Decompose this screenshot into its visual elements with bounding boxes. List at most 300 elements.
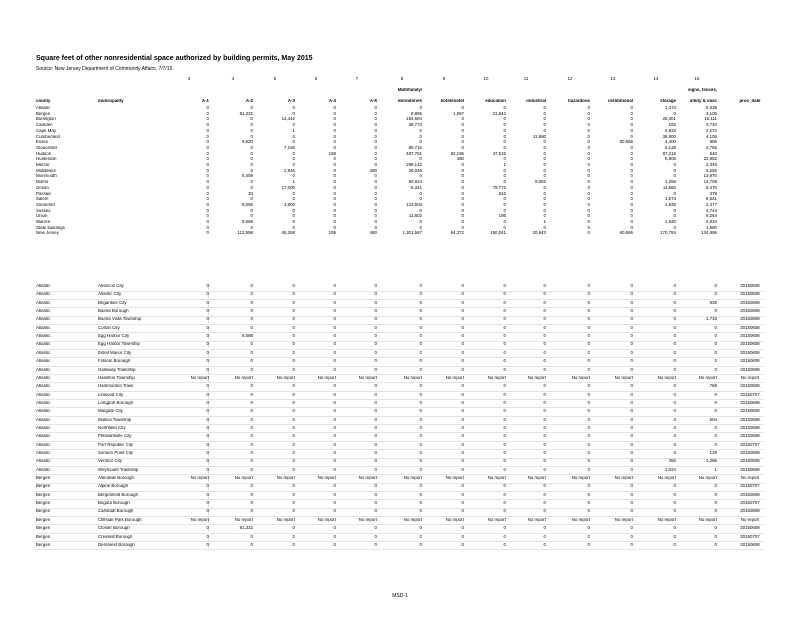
value-cell: 487,761 xyxy=(406,151,422,156)
value-cell: 0 xyxy=(374,145,377,150)
value-cell: 0 xyxy=(250,442,253,447)
county-name: Cape May xyxy=(36,128,57,133)
value-cell: 0 xyxy=(714,425,717,430)
value-cell: 1 xyxy=(714,467,717,472)
municipality-name: Hamilton Township xyxy=(98,376,209,382)
value-cell: 0 xyxy=(587,542,590,547)
value-cell: No report xyxy=(698,476,717,481)
value-cell: No report xyxy=(234,375,253,380)
county-name: Atlantic xyxy=(36,300,51,305)
value-cell: 0 xyxy=(374,140,377,145)
column-header: education xyxy=(485,99,506,103)
value-cell: 0 xyxy=(250,214,253,219)
value-cell: 0 xyxy=(250,534,253,539)
value-cell: 0 xyxy=(587,134,590,139)
value-cell: No report xyxy=(445,517,464,522)
value-cell: 0 xyxy=(503,202,506,207)
value-cell: 0 xyxy=(374,128,377,133)
value-cell: 0 xyxy=(673,442,676,447)
value-cell: 0 xyxy=(374,501,377,506)
value-cell: 0 xyxy=(673,300,676,305)
value-cell: 0 xyxy=(587,180,590,185)
value-cell: 8,341 xyxy=(411,185,422,190)
value-cell: 0 xyxy=(587,225,590,230)
value-cell: 0 xyxy=(374,284,377,288)
value-cell: 0 xyxy=(461,367,464,372)
value-cell: 0 xyxy=(374,484,377,489)
value-cell: 0 xyxy=(543,168,546,173)
value-cell: 0 xyxy=(630,191,633,196)
value-cell: 0 xyxy=(461,106,464,110)
value-cell: No report xyxy=(571,476,590,481)
value-cell: 0 xyxy=(292,220,295,224)
value-cell: 4,744 xyxy=(706,208,717,213)
proc-date-cell: 20150608 xyxy=(740,317,760,322)
value-cell: 0 xyxy=(543,542,546,547)
value-cell: 1,256 xyxy=(665,180,676,185)
value-cell: 0 xyxy=(250,157,253,162)
value-cell: 0 xyxy=(333,284,336,288)
value-cell: 0 xyxy=(250,434,253,439)
column-header: institutional xyxy=(608,99,633,103)
value-cell: 0 xyxy=(250,484,253,489)
value-cell: 0 xyxy=(419,451,422,455)
municipality-name: Mullica Township xyxy=(98,418,209,424)
value-cell: 0 xyxy=(333,168,336,173)
value-cell: No report xyxy=(358,375,377,380)
county-name: Passaic xyxy=(36,191,52,196)
value-cell: 0 xyxy=(543,384,546,389)
value-cell: 0 xyxy=(292,157,295,162)
value-cell: 0 xyxy=(206,163,209,167)
value-cell: 0 xyxy=(630,151,633,156)
value-cell: 0 xyxy=(292,317,295,322)
value-cell: 0 xyxy=(714,509,717,514)
value-cell: 0 xyxy=(714,409,717,414)
value-cell: 0 xyxy=(587,334,590,339)
proc-date-cell: 20150707 xyxy=(740,484,760,489)
value-cell: 4,106 xyxy=(706,134,717,139)
value-cell: 0 xyxy=(461,542,464,547)
value-cell: 0 xyxy=(503,342,506,347)
value-cell: 0 xyxy=(206,359,209,364)
value-cell: 0 xyxy=(630,392,633,397)
value-cell: 0 xyxy=(206,442,209,447)
value-cell: 170,784 xyxy=(660,231,676,236)
value-cell: 0 xyxy=(419,417,422,422)
county-name: Salem xyxy=(36,197,49,202)
value-cell: 0 xyxy=(503,225,506,230)
value-cell: 0 xyxy=(587,400,590,405)
value-cell: 0 xyxy=(461,392,464,397)
value-cell: 0 xyxy=(630,163,633,167)
municipality-row xyxy=(36,501,764,507)
proc-date-cell: 20150608 xyxy=(740,451,760,455)
value-cell: 0 xyxy=(250,317,253,322)
value-cell: 33 xyxy=(248,191,253,196)
value-cell: 0 xyxy=(374,342,377,347)
value-cell: 0 xyxy=(630,492,633,497)
county-name: Bergen xyxy=(36,484,51,489)
value-cell: 0 xyxy=(673,359,676,364)
value-cell: 8,865 xyxy=(411,111,422,116)
value-cell: 2 xyxy=(714,359,717,364)
value-cell: 7,166 xyxy=(284,145,295,150)
value-cell: 0 xyxy=(419,157,422,162)
value-cell: 0 xyxy=(292,111,295,116)
value-cell: 0 xyxy=(503,106,506,110)
value-cell: 0 xyxy=(461,492,464,497)
value-cell: No report xyxy=(614,375,633,380)
value-cell: 0 xyxy=(292,342,295,347)
value-cell: 0 xyxy=(250,417,253,422)
value-cell: 0 xyxy=(333,134,336,139)
value-cell: 0 xyxy=(374,334,377,339)
value-cell: 0 xyxy=(419,191,422,196)
value-cell: 0 xyxy=(543,214,546,219)
county-name: Bergen xyxy=(36,542,51,547)
value-cell: 0 xyxy=(333,417,336,422)
value-cell: 0 xyxy=(587,534,590,539)
value-cell: 0 xyxy=(673,451,676,455)
column-number: 13 xyxy=(610,77,616,81)
value-cell: 0 xyxy=(673,111,676,116)
value-cell: No report xyxy=(190,517,209,522)
county-name: Warren xyxy=(36,220,51,224)
value-cell: 0 xyxy=(630,334,633,339)
value-cell: 0 xyxy=(503,526,506,531)
value-cell: 0 xyxy=(374,309,377,314)
value-cell: 79,772 xyxy=(492,185,506,190)
value-cell: 47,515 xyxy=(492,151,506,156)
value-cell: 0 xyxy=(630,220,633,224)
value-cell: 11,560 xyxy=(662,185,676,190)
value-cell: 0 xyxy=(543,417,546,422)
value-cell: 81,332 xyxy=(239,526,253,531)
municipality-name: Absecon City xyxy=(98,284,209,290)
value-cell: 0 xyxy=(206,526,209,531)
value-cell: 0 xyxy=(461,191,464,196)
value-cell: 0 xyxy=(630,384,633,389)
value-cell: 0 xyxy=(714,342,717,347)
value-cell: 0 xyxy=(673,214,676,219)
proc-date-cell: No report xyxy=(740,375,760,380)
value-cell: 0 xyxy=(374,425,377,430)
value-cell: 0 xyxy=(587,168,590,173)
value-cell: 0 xyxy=(333,317,336,322)
value-cell: 0 xyxy=(714,334,717,339)
value-cell: 0 xyxy=(461,509,464,514)
proc-date-cell: 20150608 xyxy=(740,384,760,389)
municipality-name: Margate City xyxy=(98,409,209,415)
value-cell: 0 xyxy=(461,459,464,464)
value-cell: 0 xyxy=(374,442,377,447)
value-cell: No report xyxy=(657,517,676,522)
value-cell: No report xyxy=(234,517,253,522)
value-cell: 1 xyxy=(292,180,295,185)
value-cell: 0 xyxy=(630,197,633,202)
column-header: hazardous xyxy=(568,99,590,103)
value-cell: 0 xyxy=(503,451,506,455)
value-cell: 22,952 xyxy=(703,157,717,162)
value-cell: 0 xyxy=(630,484,633,489)
value-cell: 0 xyxy=(333,174,336,179)
value-cell: 1 xyxy=(292,128,295,133)
value-cell: 0 xyxy=(461,117,464,122)
value-cell: 504 xyxy=(709,417,717,422)
value-cell: 0 xyxy=(630,417,633,422)
value-cell: 0 xyxy=(543,185,546,190)
value-cell: 0 xyxy=(503,434,506,439)
county-name: Bergen xyxy=(36,501,51,506)
value-cell: 0 xyxy=(250,425,253,430)
value-cell: 0 xyxy=(543,157,546,162)
value-cell: 0 xyxy=(503,180,506,185)
value-cell: 0 xyxy=(333,451,336,455)
municipality-header: municipality xyxy=(98,99,124,103)
value-cell: 0 xyxy=(292,163,295,167)
proc-date-cell: 20150608 xyxy=(740,342,760,347)
value-cell: 0 xyxy=(374,492,377,497)
value-cell: No report xyxy=(657,476,676,481)
municipality-name: Alpine Borough xyxy=(98,484,209,490)
value-cell: 480 xyxy=(369,231,377,236)
value-cell: 0 xyxy=(461,442,464,447)
value-cell: 0 xyxy=(673,409,676,414)
value-cell: 0 xyxy=(206,231,209,236)
county-name: Bergen xyxy=(36,526,51,531)
value-cell: 0 xyxy=(461,225,464,230)
value-cell: 0 xyxy=(250,163,253,167)
value-cell: 0 xyxy=(503,359,506,364)
value-cell: 0 xyxy=(587,350,590,355)
value-cell: 0 xyxy=(419,526,422,531)
value-cell: 0 xyxy=(419,284,422,288)
value-cell: 0 xyxy=(673,284,676,288)
value-cell: No report xyxy=(190,375,209,380)
municipality-name: Somers Point City xyxy=(98,451,209,457)
row-separator xyxy=(36,449,764,450)
column-header: A-1 xyxy=(201,99,209,103)
value-cell: 0 xyxy=(419,128,422,133)
value-cell: 0 xyxy=(461,359,464,364)
municipality-row xyxy=(36,334,764,340)
column-header: A-3 xyxy=(287,99,295,103)
value-cell: 0 xyxy=(333,325,336,330)
value-cell: 0 xyxy=(630,180,633,185)
value-cell: 0 xyxy=(292,309,295,314)
municipality-row xyxy=(36,418,764,424)
value-cell: 38,773 xyxy=(408,123,422,128)
value-cell: 0 xyxy=(543,425,546,430)
value-cell: 0 xyxy=(292,409,295,414)
value-cell: 0 xyxy=(630,350,633,355)
municipality-row xyxy=(36,443,764,449)
value-cell: 0 xyxy=(419,534,422,539)
proc-date-cell: 20150608 xyxy=(740,367,760,372)
value-cell: 0 xyxy=(333,300,336,305)
proc-date-cell: 20150608 xyxy=(740,526,760,531)
value-cell: 92,195 xyxy=(450,151,464,156)
column-header: storage xyxy=(660,99,676,103)
value-cell: 0 xyxy=(714,501,717,506)
proc-date-cell: 20150608 xyxy=(740,417,760,422)
column-number: 5 xyxy=(273,77,277,81)
value-cell: 14,708 xyxy=(703,180,717,185)
value-cell: 0 xyxy=(461,208,464,213)
value-cell: 0 xyxy=(250,392,253,397)
value-cell: 0 xyxy=(630,501,633,506)
value-cell: 0 xyxy=(419,492,422,497)
value-cell: 0 xyxy=(419,140,422,145)
value-cell: 0 xyxy=(206,168,209,173)
value-cell: 0 xyxy=(630,174,633,179)
value-cell: 0 xyxy=(206,400,209,405)
value-cell: 8,470 xyxy=(706,185,717,190)
value-cell: 0 xyxy=(543,501,546,506)
value-cell: 0 xyxy=(250,384,253,389)
value-cell: 0 xyxy=(587,434,590,439)
value-cell: 0 xyxy=(630,157,633,162)
value-cell: 0 xyxy=(587,467,590,472)
value-cell: 1,024 xyxy=(665,467,676,472)
municipality-row xyxy=(36,384,764,390)
value-cell: 0 xyxy=(374,367,377,372)
value-cell: 0 xyxy=(292,208,295,213)
value-cell: 0 xyxy=(673,509,676,514)
value-cell: 0 xyxy=(250,350,253,355)
value-cell: 123,603 xyxy=(406,202,422,207)
column-number: 7 xyxy=(355,77,359,81)
value-cell: 0 xyxy=(374,526,377,531)
value-cell: 0 xyxy=(587,300,590,305)
value-cell: 0 xyxy=(333,208,336,213)
row-separator xyxy=(36,382,764,383)
value-cell: 0 xyxy=(543,459,546,464)
row-separator xyxy=(36,474,764,475)
value-cell: 0 xyxy=(503,140,506,145)
column-number: 10 xyxy=(483,77,489,81)
value-cell: 0 xyxy=(419,442,422,447)
county-name: Bergen xyxy=(36,534,51,539)
value-cell: 0 xyxy=(503,292,506,297)
value-cell: 0 xyxy=(333,185,336,190)
value-cell: 0 xyxy=(419,425,422,430)
value-cell: 0 xyxy=(503,145,506,150)
municipality-name: Bogota Borough xyxy=(98,501,209,507)
value-cell: 0 xyxy=(587,292,590,297)
value-cell: 0 xyxy=(419,292,422,297)
municipality-row xyxy=(36,409,764,415)
value-cell: 0 xyxy=(543,451,546,455)
value-cell: 0 xyxy=(250,400,253,405)
value-cell: 0 xyxy=(630,134,633,139)
value-cell: 2,377 xyxy=(706,202,717,207)
county-name: State buildings xyxy=(36,225,65,230)
value-cell: 0 xyxy=(419,400,422,405)
proc-date-cell: No report xyxy=(740,476,760,481)
row-separator xyxy=(36,499,764,500)
column-number: 8 xyxy=(400,77,404,81)
county-name: Camden xyxy=(36,123,53,128)
row-separator xyxy=(36,324,764,325)
value-cell: 0 xyxy=(419,300,422,305)
value-cell: 0 xyxy=(673,174,676,179)
value-cell: 0 xyxy=(206,492,209,497)
value-cell: 0 xyxy=(419,325,422,330)
value-cell: 0 xyxy=(206,467,209,472)
value-cell: No report xyxy=(571,375,590,380)
value-cell: 0 xyxy=(673,484,676,489)
value-cell: 480 xyxy=(456,157,464,162)
column-number: 3 xyxy=(187,77,191,81)
value-cell: 1,873 xyxy=(665,197,676,202)
value-cell: 0 xyxy=(333,442,336,447)
county-name: Atlantic xyxy=(36,342,51,347)
county-name: Somerset xyxy=(36,202,55,207)
row-separator xyxy=(36,508,764,509)
value-cell: 0 xyxy=(333,384,336,389)
value-cell: 0 xyxy=(374,317,377,322)
value-cell: 0 xyxy=(630,117,633,122)
row-separator xyxy=(36,541,764,542)
value-cell: 0 xyxy=(374,451,377,455)
value-cell: 0 xyxy=(333,425,336,430)
municipality-name: Closter Borough xyxy=(98,526,209,532)
column-number: 11 xyxy=(523,77,529,81)
county-name: Atlantic xyxy=(36,459,51,464)
county-name: Atlantic xyxy=(36,317,51,322)
value-cell: 0 xyxy=(503,284,506,288)
value-cell: 0 xyxy=(333,214,336,219)
value-cell: 0 xyxy=(461,400,464,405)
value-cell: 0 xyxy=(543,174,546,179)
value-cell: 134,895 xyxy=(701,231,717,236)
value-cell: 0 xyxy=(503,534,506,539)
value-cell: 0 xyxy=(292,467,295,472)
value-cell: 159 xyxy=(328,231,336,236)
value-cell: 0 xyxy=(206,134,209,139)
municipality-name: Atlantic City xyxy=(98,292,209,298)
value-cell: 0 xyxy=(461,123,464,128)
value-cell: No report xyxy=(234,476,253,481)
value-cell: 0 xyxy=(206,434,209,439)
value-cell: 0 xyxy=(206,509,209,514)
value-cell: 0 xyxy=(206,534,209,539)
value-cell: 0 xyxy=(503,117,506,122)
value-cell: 0 xyxy=(206,117,209,122)
proc-date-cell: No report xyxy=(740,517,760,522)
value-cell: 1,980 xyxy=(706,225,717,230)
municipality-row xyxy=(36,468,764,474)
value-cell: 0 xyxy=(374,220,377,224)
value-cell: 0 xyxy=(292,214,295,219)
municipality-name: Bergenfield Borough xyxy=(98,493,209,499)
municipality-name: Linwood City xyxy=(98,393,209,399)
value-cell: 0 xyxy=(250,185,253,190)
value-cell: 0 xyxy=(333,434,336,439)
value-cell: No report xyxy=(403,476,422,481)
value-cell: 0 xyxy=(292,425,295,430)
value-cell: 0 xyxy=(292,534,295,539)
value-cell: 0 xyxy=(292,484,295,489)
value-cell: 0 xyxy=(333,111,336,116)
value-cell: 0 xyxy=(333,220,336,224)
value-cell: 36,900 xyxy=(662,134,676,139)
value-cell: 0 xyxy=(419,484,422,489)
value-cell: 0 xyxy=(292,134,295,139)
county-name: Morris xyxy=(36,180,49,185)
